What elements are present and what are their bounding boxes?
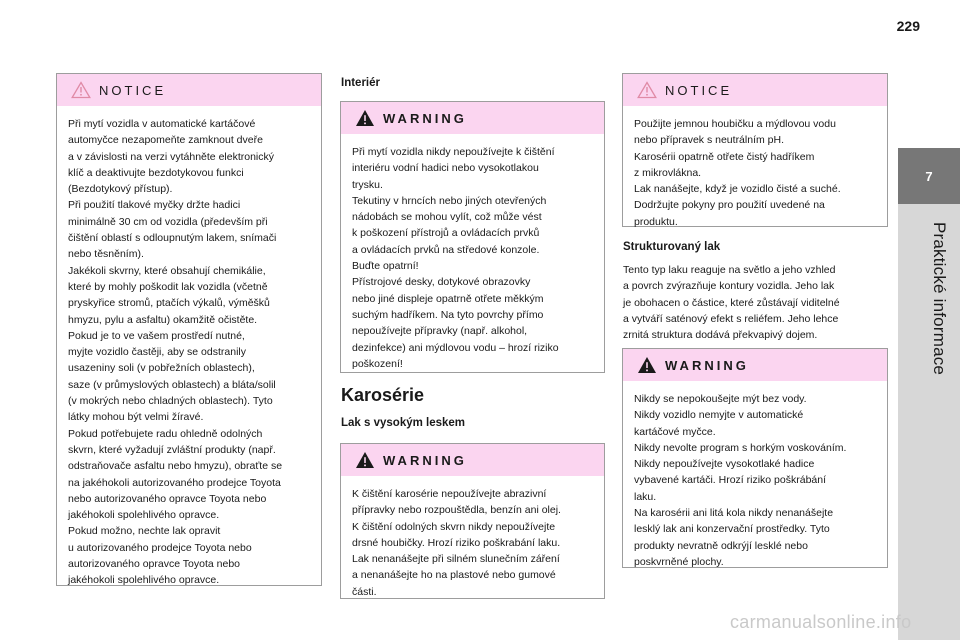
warning-header-text: WARNING (383, 110, 467, 126)
notice-box-left (56, 73, 322, 586)
gloss-heading: Lak s vysokým leskem (341, 417, 466, 429)
interior-heading: Interiér (341, 77, 380, 89)
notice-header-text: NOTICE (99, 82, 167, 98)
watermark: carmanualsonline.info (730, 612, 912, 632)
page-number: 229 (896, 18, 920, 34)
warning-body: K čištění karosérie nepoužívejte abrazivní přípravky nebo rozpouštědla, benzín ani olej. K čištění odolných skvrn nikdy nepoužívejte drsné houbičky. Hrozí riziko poškrabání laku. Lak nenanášejte při silném slunečním záření a nenanášejte ho na plastové nebo gumové části. (352, 488, 561, 598)
notice-body: Při mytí vozidla v automatické kartáčové automyčce nezapomeňte zamknout dveře a v závislosti na verzi vytáhněte elektronický klíč a deaktivujte bezdotykovou funkci (Bezdotykový přístup). Při použití tlakové myčky držte hadici minimálně 30 cm od vozidla (především při čištění oblastí s odloupnutým lakem, snímači nebo těsněním). Jakékoli skvrny, které obsahují chemikálie, které by mohly poškodit lak vozidla (včetně pryskyřice stromů, ptačích výkalů, výměšků hmyzu, pylu a asfaltu) okamžitě očistěte. Pokud je to ve vašem prostředí nutné, myjte vozidlo častěji, aby se odstranily usazeniny soli (v pobřežních oblastech), saze (v průmyslových oblastech) a bláta/solil (v mokrých nebo chladných oblastech). Tyto látky mohou být velmi žíravé. Pokud potřebujete radu ohledně odolných skvrn, které vyžadují zvláštní produkty (např. odstraňovače asfaltu nebo hmyzu), obraťte se na jakéhokoli autorizovaného prodejce Toyota nebo autorizovaného opravce Toyota nebo jakéhokoli spolehlivého opravce. Pokud možno, nechte lak opravit u autorizovaného prodejce Toyota nebo autorizovaného opravce Toyota nebo jakéhokoli spolehlivého opravce. (68, 118, 283, 587)
body-heading: Karosérie (341, 385, 425, 405)
warning-header-text: WARNING (383, 452, 467, 468)
notice-box-right (622, 73, 888, 227)
warning-header (623, 349, 887, 381)
warning-triangle-outline-icon (71, 81, 91, 99)
warning-triangle-icon (355, 451, 375, 469)
warning-triangle-icon (355, 109, 375, 127)
notice-header (623, 74, 887, 106)
warning-triangle-icon (637, 356, 657, 374)
warning-header (341, 444, 604, 476)
warning-triangle-outline-icon (637, 81, 657, 99)
warning-body: Při mytí vozidla nikdy nepoužívejte k čištění interiéru vodní hadici nebo vysokotlakou trysku. Tekutiny v hrncích nebo jiných otevřených nádobách se mohou vylít, což může vést k poškození přístrojů a ovládacích prvků a ovládacích prvků na středové konzole. Buďte opatrní! Přístrojové desky, dotykové obrazovky nebo jiné displeje opatrně otřete měkkým suchým hadříkem. Na tyto povrchy přímo nepoužívejte přípravky (např. alkohol, dezinfekce) ani mýdlovou vodu – hrozí riziko poškození! (352, 146, 559, 370)
chapter-number: 7 (925, 168, 933, 184)
notice-header (57, 74, 321, 106)
notice-header-text: NOTICE (665, 82, 733, 98)
warning-header (341, 102, 604, 134)
chapter-title: Praktické informace (930, 222, 949, 376)
warning-header-text: WARNING (665, 357, 749, 373)
chapter-tab[interactable] (898, 148, 960, 204)
textured-paragraph: Tento typ laku reaguje na světlo a jeho vzhled a povrch zvýrazňuje kontury vozidla. Jeho lak je obohacen o částice, které zůstávají viditelné a vytváří saténový efekt s reliéfem. Jeho lehce zrnitá struktura dodává překvapivý dojem. (623, 264, 840, 342)
interior-warning-box (340, 101, 605, 373)
textured-heading: Strukturovaný lak (623, 241, 721, 253)
warning-body: Nikdy se nepokoušejte mýt bez vody. Nikdy vozidlo nemyjte v automatické kartáčové myčce. Nikdy nevolte program s horkým voskováním. Nikdy nepoužívejte vysokotlaké hadice vybavené kartáči. Hrozí riziko poškrábání laku. Na karosérii ani litá kola nikdy nenanášejte lesklý lak ani konzervační prostředky. Tyto produkty nevratně odkrýjí lesklé nebo poskvrněné plochy. (634, 393, 847, 568)
right-warning-box (622, 348, 888, 568)
notice-body: Použijte jemnou houbičku a mýdlovou vodu nebo přípravek s neutrálním pH. Karosérii opatrně otřete čistý hadříkem z mikrovlákna. Lak nanášejte, když je vozidlo čisté a suché. Dodržujte pokyny pro použití uvedené na produktu. (634, 118, 841, 228)
gloss-warning-box (340, 443, 605, 599)
